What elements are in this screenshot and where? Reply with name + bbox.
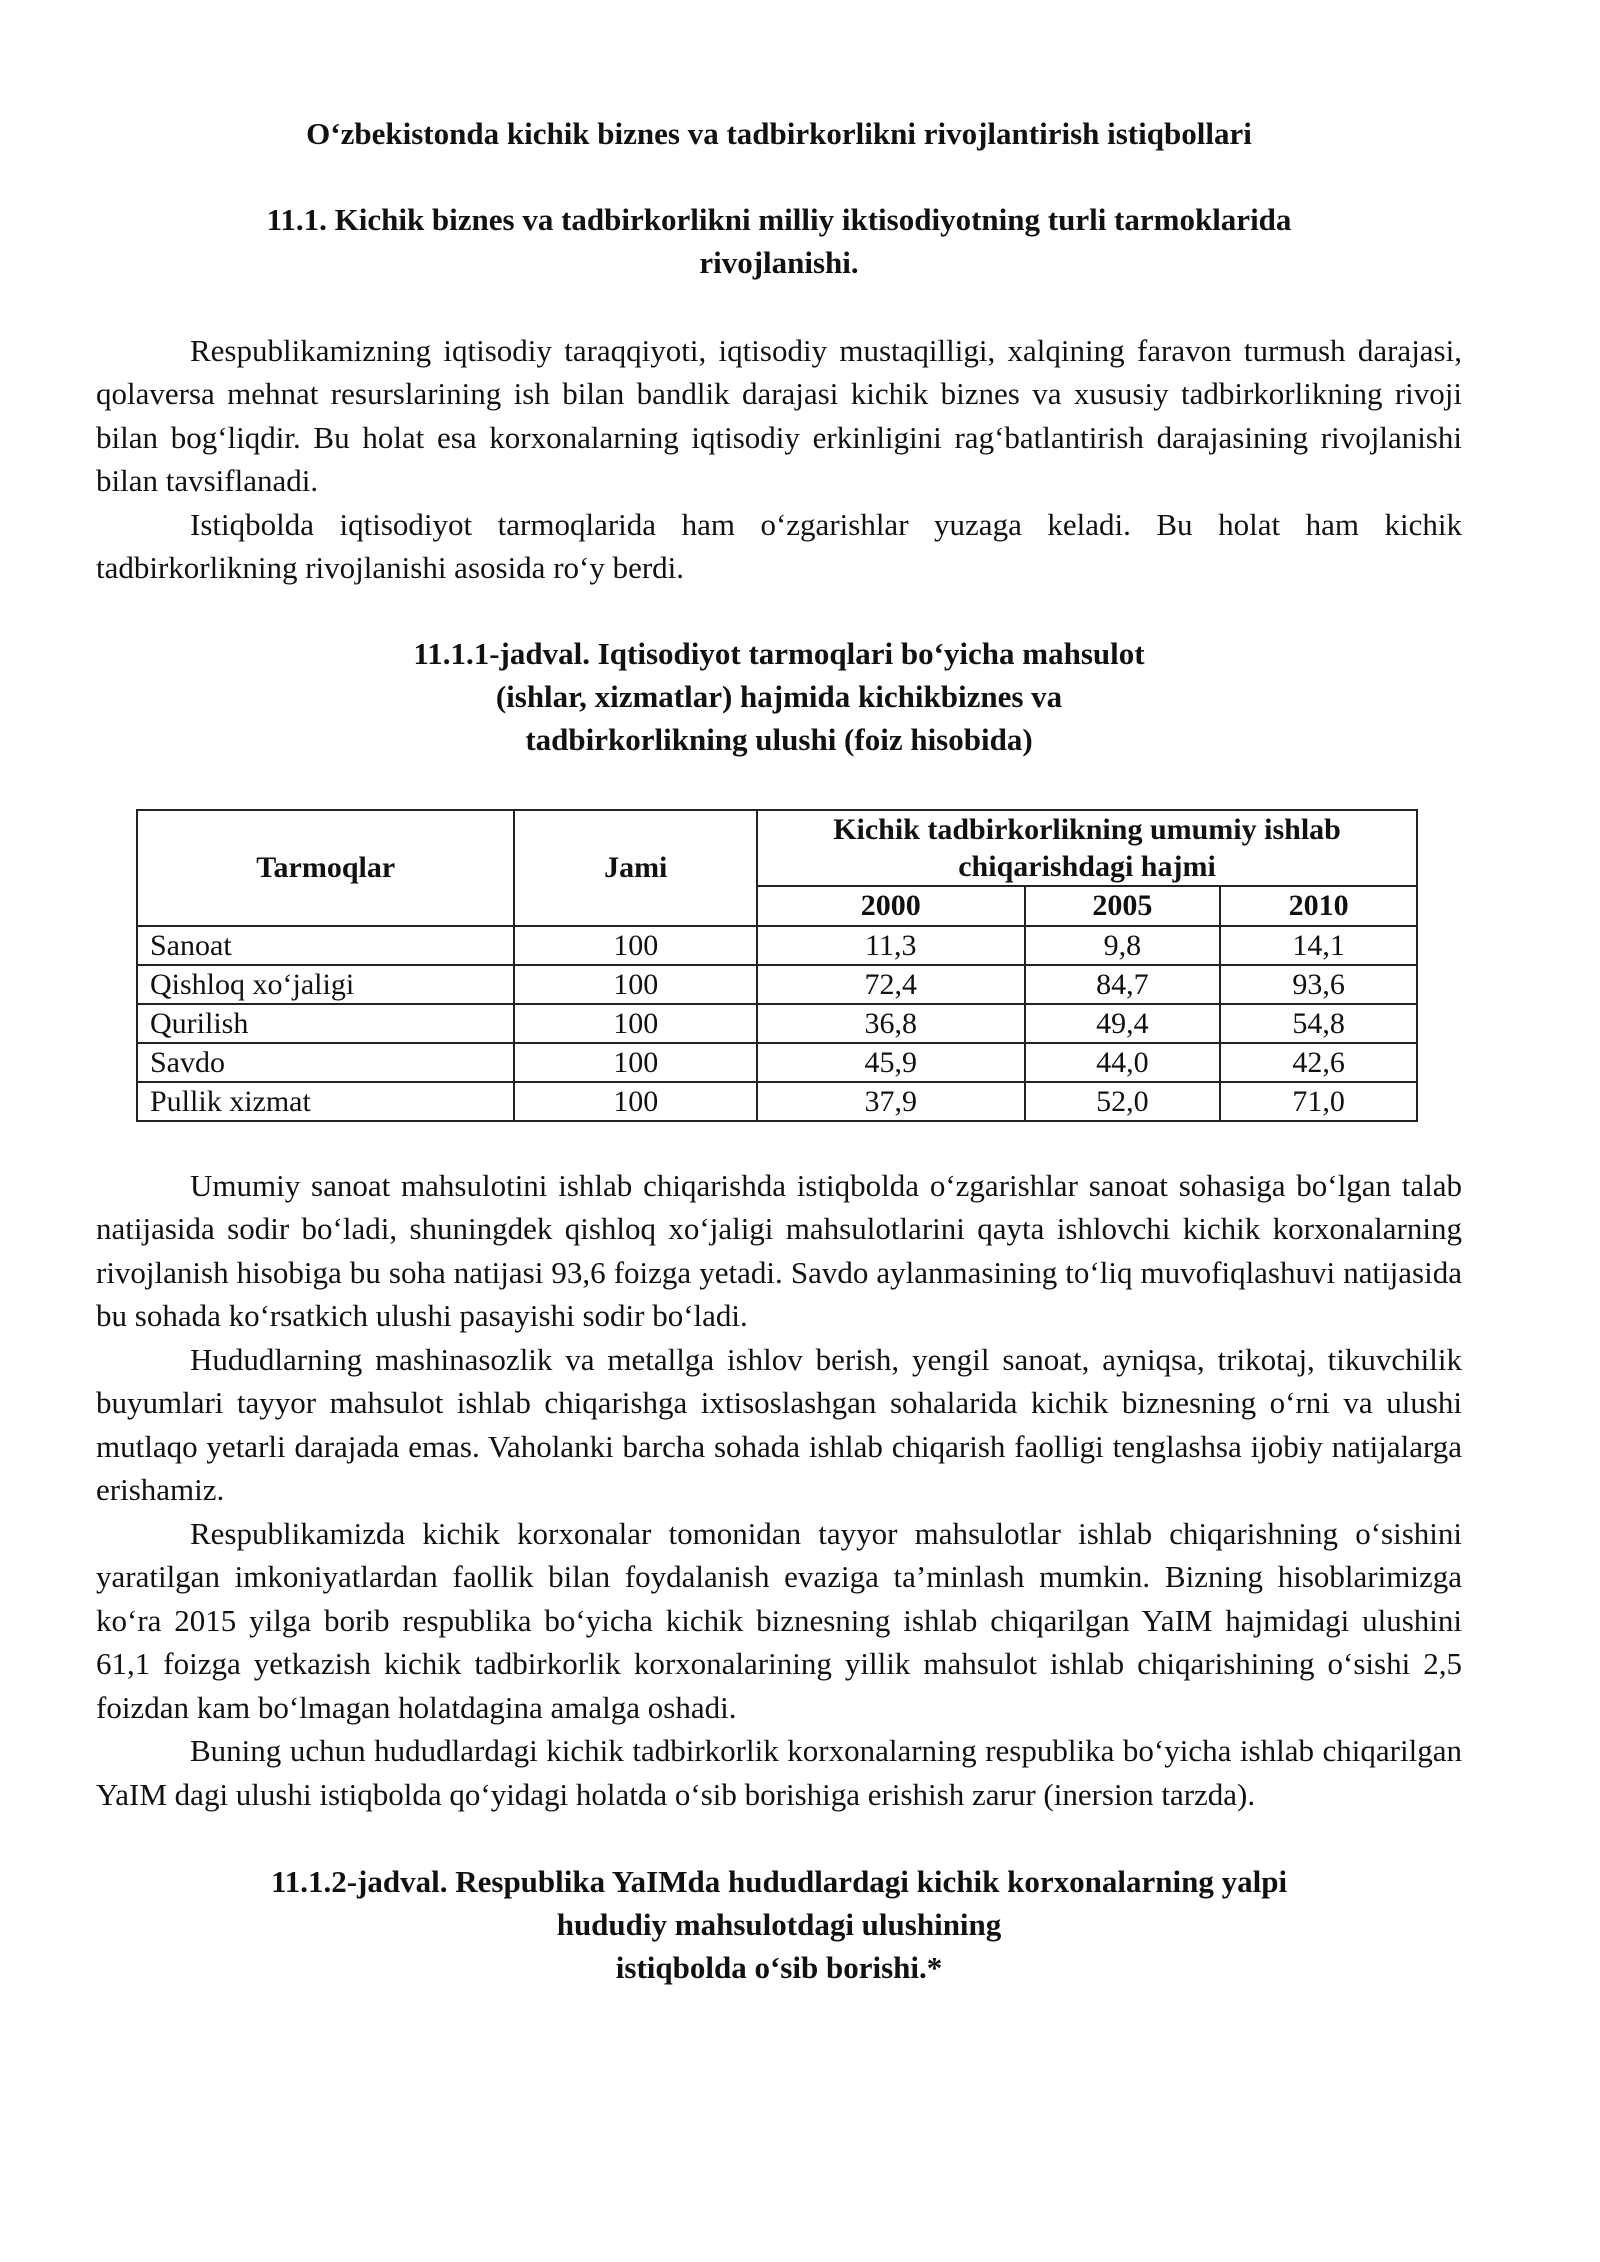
paragraph: Hududlarning mashinasozlik va metallga ishlov berish, yengil sanoat, ayniqsa, trikotaj, tikuvchilik buyumlari tayyor mahsulot ishlab chiqarishga ixtisoslashgan sohalarida kichik biznesning o‘rni va ulushi mutlaqo yetarli darajada emas. Vaholanki barcha sohada ishlab chiqarish faolligi tenglashsa ijobiy natijalarga erishamiz. [96,1341,1462,1507]
table-caption [96,1860,1462,1989]
table-row [137,965,1417,1004]
sector-share-table [136,809,1418,1122]
cell-value: 71,0 [1220,1082,1417,1121]
section-heading-line: 11.1. Kichik biznes va tadbirkorlikni milliy iktisodiyotning turli tarmoklarida [266,201,1292,237]
cell-value: 93,6 [1220,965,1417,1004]
cell-sector: Qurilish [137,1004,514,1043]
cell-total: 100 [514,1043,757,1082]
cell-value: 52,0 [1025,1082,1221,1121]
section-heading-line: rivojlanishi. [699,245,859,280]
cell-value: 84,7 [1025,965,1221,1004]
cell-value: 36,8 [757,1004,1025,1043]
cell-sector: Sanoat [137,926,514,965]
cell-total: 100 [514,926,757,965]
paragraph: Umumiy sanoat mahsulotini ishlab chiqarishda istiqbolda o‘zgarishlar sanoat sohasiga bo‘lgan talab natijasida sodir bo‘ladi, shuningdek qishloq xo‘jaligi mahsulotlarini qayta ishlovchi kichik korxonalarning rivojlanish hisobiga bu soha natijasi 93,6 foizga yetadi. Savdo aylanmasining to‘liq muvofiqlashuvi natijasida bu sohada ko‘rsatkich ulushi pasayishi sodir bo‘ladi. [96,1167,1462,1333]
cell-value: 9,8 [1025,926,1221,965]
paragraph: Respublikamizda kichik korxonalar tomonidan tayyor mahsulotlar ishlab chiqarishning o‘sishini yaratilgan imkoniyatlardan faollik bilan foydalanish evaziga ta’minlash mumkin. Bizning hisoblarimizga ko‘ra 2015 yilga borib respublika bo‘yicha kichik biznesning ishlab chiqarilgan YaIM hajmidagi ulushini 61,1 foizga yetkazish kichik tadbirkorlik korxonalarining yillik mahsulot ishlab chiqarishining o‘sishi 2,5 foizdan kam bo‘lmagan holatdagina amalga oshadi. [96,1515,1462,1725]
table-caption-line: (ishlar, xizmatlar) hajmida kichikbiznes va [495,678,1063,714]
table-caption-line: 11.1.2-jadval. Respublika YaIMda hududlardagi kichik korxonalarning yalpi [270,1864,1288,1899]
cell-sector: Savdo [137,1043,514,1082]
header-year: 2010 [1220,886,1417,926]
table-caption [96,632,1462,761]
header-year: 2005 [1025,886,1221,926]
table-caption-line: hududiy mahsulotdagi ulushining [556,1907,1002,1942]
header-year: 2000 [757,886,1025,926]
paragraph: Buning uchun hududlardagi kichik tadbirkorlik korxonalarning respublika bo‘yicha ishlab chiqarilgan YaIM dagi ulushi istiqbolda qo‘yidagi holatda o‘sib borishiga erishish zarur (inersion tarzda). [96,1733,1462,1812]
cell-value: 14,1 [1220,926,1417,965]
cell-sector: Qishloq xo‘jaligi [137,965,514,1004]
table-row [137,1043,1417,1082]
cell-total: 100 [514,965,757,1004]
cell-value: 44,0 [1025,1043,1221,1082]
table-row [137,926,1417,965]
cell-sector: Pullik xizmat [137,1082,514,1121]
table-caption-line: tadbirkorlikning ulushi (foiz hisobida) [525,721,1033,757]
header-total: Jami [514,810,757,926]
cell-value: 42,6 [1220,1043,1417,1082]
cell-value: 54,8 [1220,1004,1417,1043]
cell-value: 72,4 [757,965,1025,1004]
table-caption-line: 11.1.1-jadval. Iqtisodiyot tarmoqlari bo‘yicha mahsulot [413,635,1145,671]
cell-value: 45,9 [757,1043,1025,1082]
section-heading [96,198,1462,285]
cell-total: 100 [514,1082,757,1121]
header-group: Kichik tadbirkorlikning umumiy ishlab chiqarishdagi hajmi [757,810,1417,886]
cell-value: 49,4 [1025,1004,1221,1043]
cell-value: 37,9 [757,1082,1025,1121]
cell-value: 11,3 [757,926,1025,965]
table-row [137,1004,1417,1043]
document-title: O‘zbekistonda kichik biznes va tadbirkorlikni rivojlantirish istiqbollari [306,116,1252,151]
table-caption-line: istiqbolda o‘sib borishi.* [615,1950,943,1985]
cell-total: 100 [514,1004,757,1043]
paragraph: Respublikamizning iqtisodiy taraqqiyoti, iqtisodiy mustaqilligi, xalqining faravon turmush darajasi, qolaversa mehnat resurslarining ish bilan bandlik darajasi kichik biznes va xususiy tadbirkorlikning rivoji bilan bog‘liqdir. Bu holat esa korxonalarning iqtisodiy erkinligini rag‘batlantirish darajasining rivojlanishi bilan tavsiflanadi. [96,332,1462,498]
header-sector: Tarmoqlar [137,810,514,926]
paragraph: Istiqbolda iqtisodiyot tarmoqlarida ham o‘zgarishlar yuzaga keladi. Bu holat ham kichik tadbirkorlikning rivojlanishi asosida ro‘y berdi. [96,506,1462,585]
table-row [137,1082,1417,1121]
